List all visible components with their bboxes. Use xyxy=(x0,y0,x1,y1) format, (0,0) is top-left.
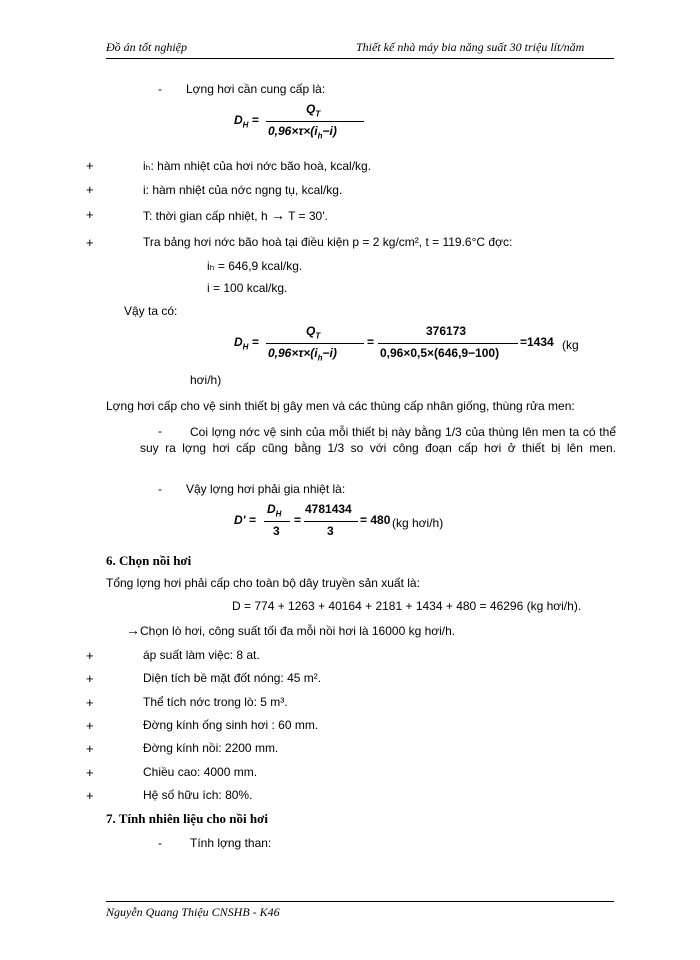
f3-lhs: D' = xyxy=(234,513,256,527)
spec-tube-diameter: Đờng kính ống sinh hơi : 60 mm. xyxy=(143,718,319,732)
def-t xyxy=(143,207,328,223)
footer-author: Nguyễn Quang Thiệu CNSHB - K46 xyxy=(106,905,280,919)
f2-den1-b: −i) xyxy=(322,346,337,360)
f2-lhs: D xyxy=(234,335,243,349)
section-6-choose xyxy=(126,622,455,638)
intro-dash: - xyxy=(158,82,162,96)
f3-den1: 3 xyxy=(273,524,280,538)
f3-den2: 3 xyxy=(327,524,334,538)
f1-num: Q xyxy=(306,102,316,116)
spec-bullet: + xyxy=(86,788,94,803)
section-6-sum: D = 774 + 1263 + 40164 + 2181 + 1434 + 480 = 46296 (kg hơi/h). xyxy=(232,599,582,613)
section-7-dash: - xyxy=(158,836,162,850)
arrow-icon: → xyxy=(126,622,140,638)
arrow-icon: → xyxy=(270,207,285,223)
f2-unit: (kg xyxy=(562,338,579,352)
f3-num2: 4781434 xyxy=(305,502,352,516)
value-i: i = 100 kcal/kg. xyxy=(207,281,288,295)
f2-lhs-sub: H xyxy=(242,342,249,352)
para-assume: Coi lợng nớc vệ sinh của mỗi thiết bị này bằng 1/3 của thùng lên men ta có thể suy ra lợng hơi cấp cũng bằng 1/3 so với công đoạn cấp hơi ở thiết bị lên men. xyxy=(140,425,616,455)
f3-fraction-line-1 xyxy=(264,521,290,522)
para2-dash: - xyxy=(158,424,162,438)
spec-efficiency: Hệ số hữu ích: 80%. xyxy=(143,788,253,802)
def-bullet: + xyxy=(86,207,94,222)
spec-boiler-diameter: Đờng kính nồi: 2200 mm. xyxy=(143,741,279,755)
f2-unit-cont: hơi/h) xyxy=(190,373,222,387)
spec-bullet: + xyxy=(86,718,94,733)
f1-fraction-line xyxy=(266,121,364,122)
f2-fraction-line-2 xyxy=(378,343,518,344)
f1-den-b: −i) xyxy=(322,124,337,138)
spec-bullet: + xyxy=(86,765,94,780)
f2-num1-sub: T xyxy=(315,331,321,341)
def-t-b: T = 30'. xyxy=(288,209,328,223)
f3-num1-sub: H xyxy=(275,509,282,519)
f3-unit: (kg hơi/h) xyxy=(392,516,444,530)
para3-dash: - xyxy=(158,482,162,496)
intro-text: Lợng hơi cần cung cấp là: xyxy=(186,82,326,96)
vay-ta-co: Vậy ta có: xyxy=(124,304,178,318)
header-left: Đồ án tốt nghiệp xyxy=(106,40,187,54)
para-steam-cleaning: Lợng hơi cấp cho vệ sinh thiết bị gây men và các thùng cấp nhân giống, thùng rửa men: xyxy=(106,399,575,413)
spec-bullet: + xyxy=(86,741,94,756)
f2-den1-a: 0,96×τ×(i xyxy=(268,346,318,360)
spec-volume: Thể tích nớc trong lò: 5 m³. xyxy=(143,695,288,709)
spec-bullet: + xyxy=(86,648,94,663)
f2-den1-sub: h xyxy=(317,353,323,363)
section-7-title: 7. Tính nhiên liệu cho nồi hơi xyxy=(106,811,268,826)
spec-pressure: áp suất làm việc: 8 at. xyxy=(143,648,260,662)
f2-fraction-line-1 xyxy=(266,343,364,344)
section-7-item: Tính lợng than: xyxy=(190,836,272,850)
def-bullet: + xyxy=(86,158,94,173)
f3-num1: D xyxy=(267,502,276,516)
spec-bullet: + xyxy=(86,695,94,710)
def-bullet: + xyxy=(86,235,94,250)
section-6-title: 6. Chọn nồi hơi xyxy=(106,553,192,568)
def-bullet: + xyxy=(86,182,94,197)
def-table: Tra bảng hơi nớc bão hoà tại điều kiện p = 2 kg/cm², t = 119.6°C đợc: xyxy=(143,235,513,249)
value-ih: iₕ = 646,9 kcal/kg. xyxy=(207,259,303,273)
f1-lhs-sub: H xyxy=(242,120,249,130)
def-i: i: hàm nhiệt của nớc ngng tụ, kcal/kg. xyxy=(143,183,343,197)
spec-area: Diện tích bề mặt đốt nóng: 45 m². xyxy=(143,671,322,685)
header-right: Thiết kế nhà máy bia năng suất 30 triệu lít/năm xyxy=(356,40,585,54)
spec-height: Chiều cao: 4000 mm. xyxy=(143,765,258,779)
f2-num2: 376173 xyxy=(426,324,467,338)
para-heating: Vậy lợng hơi phải gia nhiệt là: xyxy=(186,482,346,496)
choose-text: Chọn lò hơi, công suất tối đa mỗi nồi hơi là 16000 kg hơi/h. xyxy=(140,624,456,638)
f1-lhs: D xyxy=(234,113,243,127)
f1-den-sub: h xyxy=(317,131,323,141)
def-t-a: T: thời gian cấp nhiệt, h xyxy=(143,209,268,223)
f1-den-a: 0,96×τ×(i xyxy=(268,124,318,138)
f2-result: =1434 xyxy=(520,335,554,349)
section-6-intro: Tổng lợng hơi phải cấp cho toàn bộ dây truyền sản xuất là: xyxy=(106,576,420,590)
f2-num1: Q xyxy=(306,324,316,338)
f3-result: = 480 xyxy=(360,513,391,527)
f3-fraction-line-2 xyxy=(304,521,358,522)
footer-rule xyxy=(106,901,614,902)
spec-bullet: + xyxy=(86,671,94,686)
f1-num-sub: T xyxy=(315,109,321,119)
def-ih: iₕ: hàm nhiệt của hơi nớc bão hoà, kcal/kg. xyxy=(143,159,372,173)
header-rule xyxy=(106,58,614,59)
f2-den2: 0,96×0,5×(646,9−100) xyxy=(380,346,500,360)
